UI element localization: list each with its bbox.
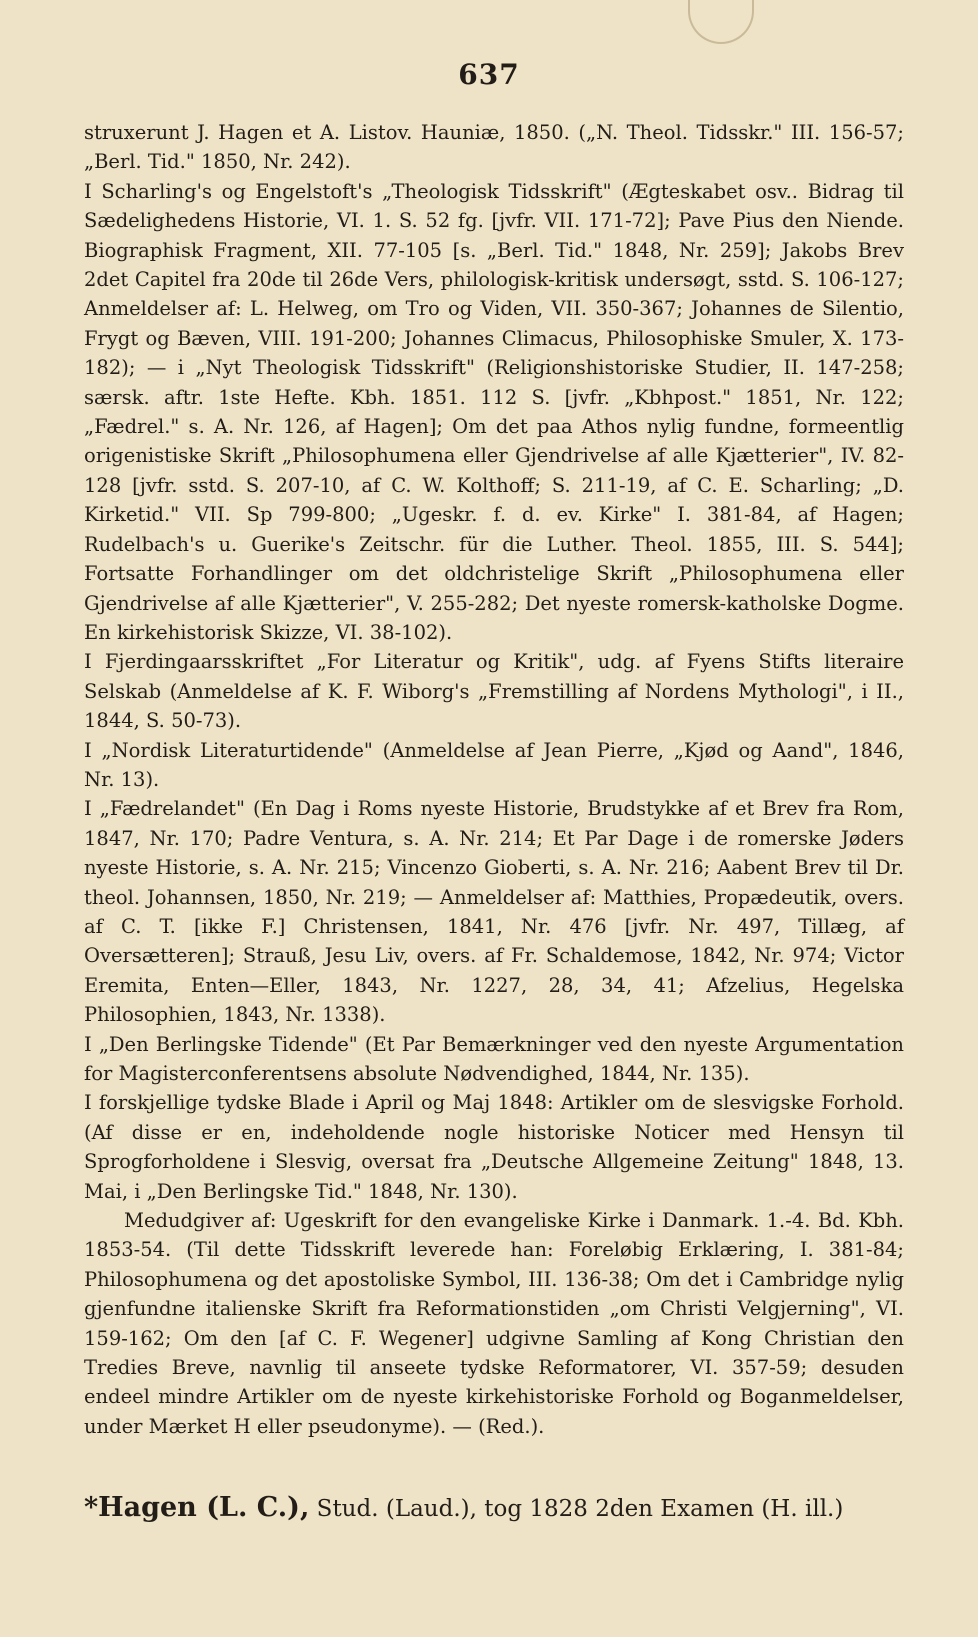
page-clip-mark xyxy=(688,0,754,44)
entry-details: Stud. (Laud.), tog 1828 2den Examen (H. ill.) xyxy=(309,1496,844,1522)
page-number: 637 xyxy=(458,58,520,91)
paragraph-7: I forskjellige tydske Blade i April og Maj 1848: Artikler om de slesvigske Forhold. (Af disse er en, indeholdende nogle historiske Noticer med Hensyn til Sprogforholdene i Slesvig, oversat fra „Deutsche Allgemeine Zeitung" 1848, 13. Mai, i „Den Berlingske Tid." 1848, Nr. 130). xyxy=(84,1091,911,1203)
entry-name: *Hagen (L. C.), xyxy=(84,1492,310,1523)
paragraph-5: I „Fædrelandet" (En Dag i Roms nyeste Historie, Brudstykke af et Brev fra Rom, 1847, Nr. 170; Padre Ventura, s. A. Nr. 214; Et Par Dage i de romerske Jøders nyeste Historie, s. A. Nr. 215; Vincenzo Gioberti, s. A. Nr. 216; Aabent Brev til Dr. theol. Johannsen, 1850, Nr. 219; — Anmeldelser af: Matthies, Propædeutik, overs. af C. T. [ikke F.] Christensen, 1841, Nr. 476 [jvfr. Nr. 497, Tillæg, af Oversætteren]; Strauß, Jesu Liv, overs. af Fr. Schaldemose, 1842, Nr. 974; Victor Eremita, Enten—Eller, 1843, Nr. 1227, 28, 34, 41; Afzelius, Hegelska Philosophien, 1843, Nr. 1338). xyxy=(84,797,911,1027)
page-body xyxy=(84,118,911,1441)
paragraph-2: I Scharling's og Engelstoft's „Theologisk Tidsskrift" (Ægteskabet osv.. Bidrag til Sædelighedens Historie, VI. 1. S. 52 fg. [jvfr. VII. 171-72]; Pave Pius den Niende. Biographisk Fragment, XII. 77-105 [s. „Berl. Tid." 1848, Nr. 259]; Jakobs Brev 2det Capitel fra 20de til 26de Vers, philologisk-kritisk undersøgt, sstd. S. 106-127; Anmeldelser af: L. Helweg, om Tro og Viden, VII. 350-367; Johannes de Silentio, Frygt og Bæven, VIII. 191-200; Johannes Climacus, Philosophiske Smuler, X. 173-182); — i „Nyt Theologisk Tidsskrift" (Religionshistoriske Studier, II. 147-258; særsk. aftr. 1ste Hefte. Kbh. 1851. 112 S. [jvfr. „Kbhpost." 1851, Nr. 122; „Fædrel." s. A. Nr. 126, af Hagen]; Om det paa Athos nylig fundne, formeentlig origenistiske Skrift „Philosophumena eller Gjendrivelse af alle Kjætterier", IV. 82-128 [jvfr. sstd. S. 207-10, af C. W. Kolthoff; S. 211-19, af C. E. Scharling; „D. Kirketid." VII. Sp 799-800; „Ugeskr. f. d. ev. Kirke" I. 381-84, af Hagen; Rudelbach's u. Guerike's Zeitschr. für die Luther. Theol. 1855, III. S. 544]; Fortsatte Forhandlinger om det oldchristelige Skrift „Philosophumena eller Gjendrivelse af alle Kjætterier", V. 255-282; Det nyeste romersk-katholske Dogme. En kirkehistorisk Skizze, VI. 38-102). xyxy=(84,179,911,644)
paragraph-8: Medudgiver af: Ugeskrift for den evangeliske Kirke i Danmark. 1.-4. Bd. Kbh. 1853-54. (Til dette Tidsskrift leverede han: Foreløbig Erklæring, I. 381-84; Philosophumena og det apostoliske Symbol, III. 136-38; Om det i Cambridge nylig gjenfundne italienske Skrift fra Reformationstiden „om Christi Velgjerning", VI. 159-162; Om den [af C. F. Wegener] udgivne Samling af Kong Christian den Tredies Breve, navnlig til anseete tydske Reformatorer, VI. 357-59; desuden endeel mindre Artikler om de nyeste kirkehistoriske Forhold og Boganmeldelser, under Mærket H eller pseudonyme). — (Red.). xyxy=(84,1209,911,1438)
paragraph-1: struxerunt J. Hagen et A. Listov. Hauniæ, 1850. („N. Theol. Tidsskr." III. 156-57; „Berl. Tid." 1850, Nr. 242). xyxy=(84,121,911,174)
biography-entry xyxy=(84,1492,904,1525)
paragraph-3: I Fjerdingaarsskriftet „For Literatur og Kritik", udg. af Fyens Stifts literaire Selskab (Anmeldelse af K. F. Wiborg's „Fremstilling af Nordens Mythologi", i II., 1844, S. 50-73). xyxy=(84,650,911,733)
paragraph-6: I „Den Berlingske Tidende" (Et Par Bemærkninger ved den nyeste Argumentation for Magisterconferentsens absolute Nødvendighed, 1844, Nr. 135). xyxy=(84,1032,911,1085)
paragraph-4: I „Nordisk Literaturtidende" (Anmeldelse af Jean Pierre, „Kjød og Aand", 1846, Nr. 13). xyxy=(84,738,911,791)
